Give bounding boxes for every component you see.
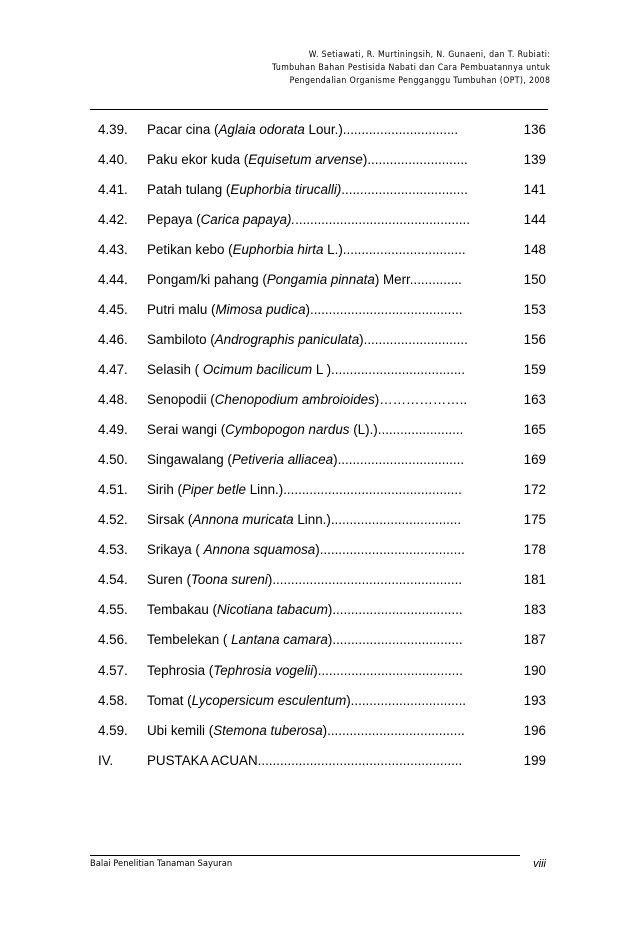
toc-scientific-name: Equisetum arvense [248, 152, 363, 167]
toc-page: 199 [523, 753, 546, 768]
toc-leader: L ).................................... [312, 362, 465, 377]
toc-title-text: Paku ekor kuda ( [147, 152, 249, 167]
toc-number: 4.56. [98, 632, 128, 647]
toc-leader: ............................................... [295, 212, 470, 227]
toc-title-text: Petikan kebo ( [147, 242, 233, 257]
toc-title-text: Singawalang ( [147, 452, 232, 467]
toc-number: IV. [98, 753, 114, 768]
toc-page: 175 [523, 512, 546, 527]
toc-leader: )........................... [362, 152, 468, 167]
toc-leader: ).................................. [333, 452, 465, 467]
toc-number: 4.55. [98, 602, 128, 617]
toc-leader: )................................... [327, 632, 463, 647]
toc-row[interactable] [0, 118, 638, 142]
toc-scientific-name: Annona muricata [192, 512, 294, 527]
toc-page: 172 [523, 482, 546, 497]
toc-title [147, 448, 513, 472]
toc-leader: )....................................... [313, 663, 463, 678]
toc-leader: Linn.)................................................ [246, 482, 462, 497]
toc-number: 4.53. [98, 542, 128, 557]
footer-institution: Balai Penelitian Tanaman Sayuran [90, 859, 233, 869]
toc-title-text: Tembakau ( [147, 602, 217, 617]
toc-title-text: PUSTAKA ACUAN....................................................... [147, 753, 463, 768]
toc-scientific-name: Petiveria alliacea [231, 452, 334, 467]
toc-number: 4.50. [98, 452, 128, 467]
toc-scientific-name: Euphorbia tirucalli) [230, 182, 342, 197]
toc-page: 144 [523, 212, 546, 227]
toc-title-text: Serai wangi ( [147, 422, 226, 437]
toc-scientific-name: Stemona tuberosa [213, 723, 323, 738]
toc-number: 4.58. [98, 693, 128, 708]
toc-number: 4.40. [98, 152, 128, 167]
toc-row[interactable] [0, 448, 638, 472]
toc-scientific-name: Annona squamosa [203, 542, 316, 557]
toc-row[interactable] [0, 418, 638, 442]
toc-scientific-name: Cymbopogon nardus [225, 422, 350, 437]
toc-title-text: Suren ( [147, 572, 191, 587]
toc-leader: Lour.)............................... [304, 122, 459, 137]
toc-scientific-name: Toona sureni [190, 572, 268, 587]
toc-row[interactable] [0, 598, 638, 622]
toc-title [147, 749, 513, 773]
toc-number: 4.46. [98, 332, 128, 347]
toc-title [147, 298, 513, 322]
toc-row[interactable] [0, 178, 638, 202]
toc-title [147, 178, 513, 202]
toc-title-text: Tomat ( [147, 693, 192, 708]
toc-number: 4.42. [98, 212, 128, 227]
toc-number: 4.54. [98, 572, 128, 587]
toc-scientific-name: Piper betle [181, 482, 246, 497]
toc-row[interactable] [0, 689, 638, 713]
toc-number: 4.39. [98, 122, 128, 137]
toc-number: 4.47. [98, 362, 128, 377]
toc-page: 183 [523, 602, 546, 617]
toc-scientific-name: Pongamia pinnata [266, 272, 375, 287]
toc-title [147, 719, 513, 743]
toc-title-text: Tembelekan ( [147, 632, 232, 647]
toc-title-text: Tephrosia ( [147, 663, 214, 678]
toc-row[interactable] [0, 358, 638, 382]
toc-number: 4.49. [98, 422, 128, 437]
toc-title [147, 328, 513, 352]
toc-title-text: Putri malu ( [147, 302, 216, 317]
toc-row[interactable] [0, 508, 638, 532]
toc-page: 163 [523, 392, 546, 407]
toc-row[interactable] [0, 148, 638, 172]
toc-title-text: Selasih ( [147, 362, 203, 377]
toc-title [147, 628, 513, 652]
footer-rule [90, 855, 520, 856]
toc-page: 190 [523, 663, 546, 678]
toc-scientific-name: Lantana camara [231, 632, 328, 647]
toc-page: 159 [523, 362, 546, 377]
toc-title [147, 568, 513, 592]
toc-title [147, 148, 513, 172]
toc-number: 4.51. [98, 482, 128, 497]
header-title-line-2: Pengendalian Organisme Pengganggu Tumbuhan (OPT), 2008 [289, 75, 550, 85]
toc-scientific-name: Euphorbia hirta [232, 242, 324, 257]
header-rule [90, 109, 548, 110]
toc-title-text: Ubi kemili ( [147, 723, 214, 738]
toc-scientific-name: Aglaia odorata [218, 122, 305, 137]
toc-row[interactable] [0, 719, 638, 743]
toc-number: 4.44. [98, 272, 128, 287]
toc-number: 4.43. [98, 242, 128, 257]
toc-leader: )....................................... [315, 542, 465, 557]
toc-number: 4.57. [98, 663, 128, 678]
toc-title [147, 659, 513, 683]
toc-leader: )............................... [346, 693, 467, 708]
toc-leader: )................................................... [267, 572, 463, 587]
toc-page: 153 [523, 302, 546, 317]
toc-row[interactable] [0, 208, 638, 232]
toc-title [147, 508, 513, 532]
toc-page: 196 [523, 723, 546, 738]
toc-page: 193 [523, 693, 546, 708]
toc-leader: )......................................... [305, 302, 463, 317]
toc-number: 4.48. [98, 392, 128, 407]
toc-scientific-name: Lycopersicum esculentum [191, 693, 347, 708]
toc-title [147, 208, 513, 232]
toc-row[interactable] [0, 628, 638, 652]
toc-page: 178 [523, 542, 546, 557]
toc-page: 148 [523, 242, 546, 257]
toc-leader: ) Merr.............. [374, 272, 462, 287]
toc-row[interactable] [0, 388, 638, 412]
toc-scientific-name: Nicotiana tabacum [216, 602, 328, 617]
toc-title-text: Sambiloto ( [147, 332, 215, 347]
toc-leader: L.)................................. [323, 242, 466, 257]
toc-row[interactable] [0, 749, 638, 773]
toc-row[interactable] [0, 238, 638, 262]
toc-scientific-name: Andrographis paniculata [214, 332, 360, 347]
toc-row[interactable] [0, 268, 638, 292]
toc-title-text: Pongam/ki pahang ( [147, 272, 267, 287]
toc-number: 4.45. [98, 302, 128, 317]
toc-title [147, 538, 513, 562]
toc-page: 181 [523, 572, 546, 587]
toc-number: 4.52. [98, 512, 128, 527]
toc-page: 187 [523, 632, 546, 647]
toc-row[interactable] [0, 328, 638, 352]
toc-page: 156 [523, 332, 546, 347]
toc-title-text: Patah tulang ( [147, 182, 231, 197]
toc-title [147, 268, 513, 292]
toc-scientific-name: Tephrosia vogelii [213, 663, 314, 678]
toc-title [147, 478, 513, 502]
toc-title [147, 388, 513, 412]
toc-leader: )..................................... [322, 723, 465, 738]
toc-title [147, 598, 513, 622]
toc-row[interactable] [0, 478, 638, 502]
toc-page: 150 [523, 272, 546, 287]
toc-leader: )................................... [327, 602, 463, 617]
toc-page: 136 [523, 122, 546, 137]
toc-title-text: Pacar cina ( [147, 122, 219, 137]
toc-title [147, 238, 513, 262]
page-number: viii [533, 858, 546, 870]
toc-row[interactable] [0, 538, 638, 562]
running-header [272, 48, 550, 87]
toc-scientific-name: Mimosa pudica [215, 302, 306, 317]
header-authors: W. Setiawati, R. Murtiningsih, N. Gunaeni, dan T. Rubiati: [308, 49, 550, 59]
header-title-line-1: Tumbuhan Bahan Pestisida Nabati dan Cara Pembuatannya untuk [271, 62, 550, 72]
toc-title [147, 358, 513, 382]
toc-page: 169 [523, 452, 546, 467]
toc-page: 165 [523, 422, 546, 437]
toc-title-text: Senopodii ( [147, 392, 215, 407]
toc-leader: .................................. [341, 182, 468, 197]
toc-title [147, 689, 513, 713]
toc-leader: (L).)....................... [349, 422, 464, 437]
toc-leader: Linn.)................................... [293, 512, 462, 527]
toc-title-text: Sirih ( [147, 482, 182, 497]
toc-title [147, 418, 513, 442]
toc-title-text: Pepaya ( [147, 212, 201, 227]
toc-title-text: Sirsak ( [147, 512, 193, 527]
toc-title [147, 118, 513, 142]
toc-scientific-name: Carica papaya). [200, 212, 296, 227]
toc-page: 139 [523, 152, 546, 167]
toc-leader: )............................ [359, 332, 468, 347]
toc-row[interactable] [0, 568, 638, 592]
toc-leader: )……………….. [374, 392, 468, 407]
toc-title-text: Srikaya ( [147, 542, 204, 557]
toc-page: 141 [523, 182, 546, 197]
toc-number: 4.41. [98, 182, 128, 197]
toc-row[interactable] [0, 659, 638, 683]
toc-scientific-name: Ocimum bacilicum [202, 362, 313, 377]
toc-number: 4.59. [98, 723, 128, 738]
toc-row[interactable] [0, 298, 638, 322]
toc-scientific-name: Chenopodium ambroioides [214, 392, 375, 407]
